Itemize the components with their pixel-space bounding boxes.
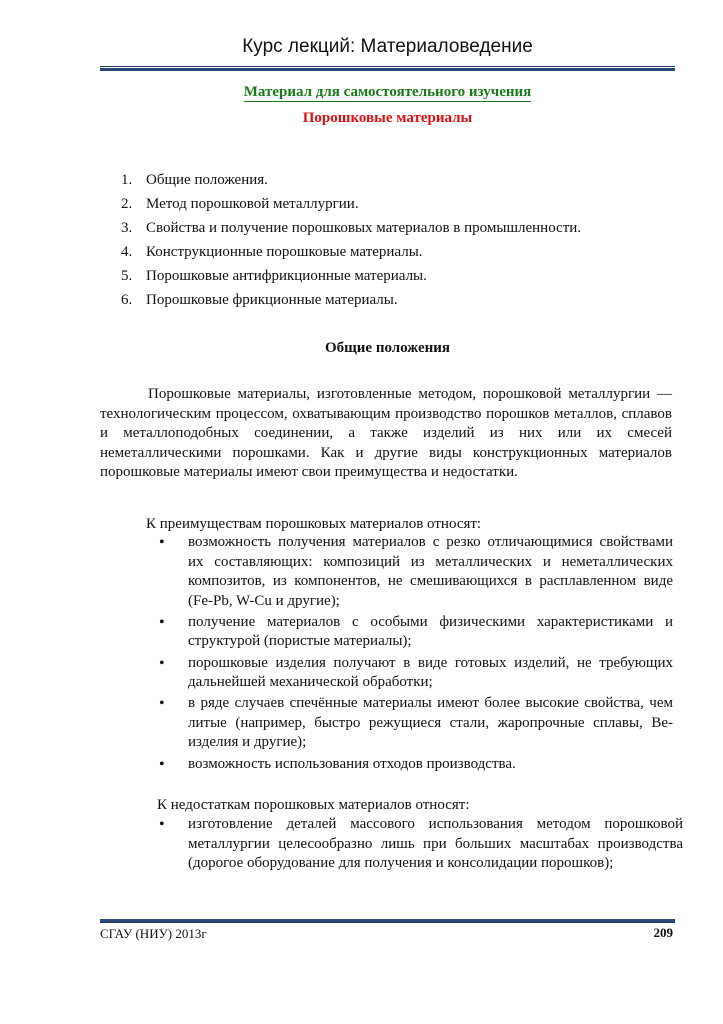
toc-item-text: Порошковые антифрикционные материалы. <box>146 268 427 284</box>
bullet-icon: • <box>159 695 165 713</box>
bullet-icon: • <box>159 755 165 773</box>
bullet-icon: • <box>159 534 165 551</box>
topic-title: Порошковые материалы <box>302 110 473 126</box>
toc-item-text: Общие положения. <box>146 172 268 188</box>
toc-item <box>121 288 581 312</box>
toc-item-number: 3. <box>121 220 133 236</box>
section-heading: Общие положения <box>324 340 451 356</box>
toc-item-number: 1. <box>121 172 133 188</box>
bullet-icon: • <box>159 816 165 833</box>
toc-item-number: 5. <box>121 268 133 284</box>
list-item-text: получение материалов с особыми физическими характеристиками и структурой (пористые материалы); <box>188 613 673 650</box>
advantages-list <box>155 533 673 776</box>
toc-item <box>121 216 581 240</box>
bullet-icon: • <box>159 654 165 672</box>
section-label <box>100 84 675 101</box>
list-item-text: порошковые изделия получают в виде готовых изделий, не требующих дальнейшей механической обработки; <box>188 654 673 691</box>
toc-item-number: 2. <box>121 196 133 212</box>
disadvantages-list <box>155 815 683 875</box>
list-item <box>155 654 673 693</box>
toc-item-text: Метод порошковой металлургии. <box>146 196 359 212</box>
footer-rule <box>100 918 675 923</box>
disadvantages-lead: К недостаткам порошковых материалов относят: <box>157 797 470 813</box>
toc-item <box>121 168 581 192</box>
list-item-text: возможность использования отходов производства. <box>188 755 516 772</box>
toc-item <box>121 192 581 216</box>
list-item-text: в ряде случаев спечённые материалы имеют более высокие свойства, чем литые (например, быстро режущиеся стали, жаропрочные сплавы, Ве-изделия и другие); <box>188 695 673 751</box>
list-item <box>155 755 673 775</box>
page-number: 209 <box>653 925 673 940</box>
list-item-text: возможность получения материалов с резко отличающимися свойствами их составляющих: композиций из металлических и неметаллических композитов, из компонентов, не смешивающихся в расплавленном виде (Fe-Pb, W-Cu и другие); <box>188 534 673 609</box>
list-item <box>155 613 673 652</box>
toc-item-text: Свойства и получение порошковых материалов в промышленности. <box>146 220 582 236</box>
list-item <box>155 815 683 874</box>
list-item <box>155 533 673 611</box>
header-rule <box>100 66 675 71</box>
toc-item-number: 6. <box>121 292 133 308</box>
body-paragraph: Порошковые материалы, изготовленные методом, порошковой металлургии — технологическим процессом, охватывающим производство порошков металлов, сплавов и металлоподобных соединении, а также изделий из них или их смесей неметаллическими порошками. Как и другие виды конструкционных материалов порошковые материалы имеют свои преимущества и недостатки. <box>100 386 672 481</box>
footer-institution: СГАУ (НИУ) 2013г <box>100 926 207 941</box>
page-header-title: Курс лекций: Материаловедение <box>242 36 533 57</box>
section-label-text: Материал для самостоятельного изучения <box>243 84 532 100</box>
list-item <box>155 694 673 753</box>
advantages-lead: К преимуществам порошковых материалов относят: <box>146 516 482 532</box>
table-of-contents <box>121 168 581 312</box>
toc-item <box>121 240 581 264</box>
toc-item-number: 4. <box>121 244 133 260</box>
toc-item-text: Конструкционные порошковые материалы. <box>146 244 423 260</box>
list-item-text: изготовление деталей массового использования методом порошковой металлургии целесообразно лишь при больших масштабах производства (дорогое оборудование для получения и консолидации порошков); <box>188 816 683 872</box>
toc-item-text: Порошковые фрикционные материалы. <box>146 292 398 308</box>
toc-item <box>121 264 581 288</box>
bullet-icon: • <box>159 613 165 631</box>
